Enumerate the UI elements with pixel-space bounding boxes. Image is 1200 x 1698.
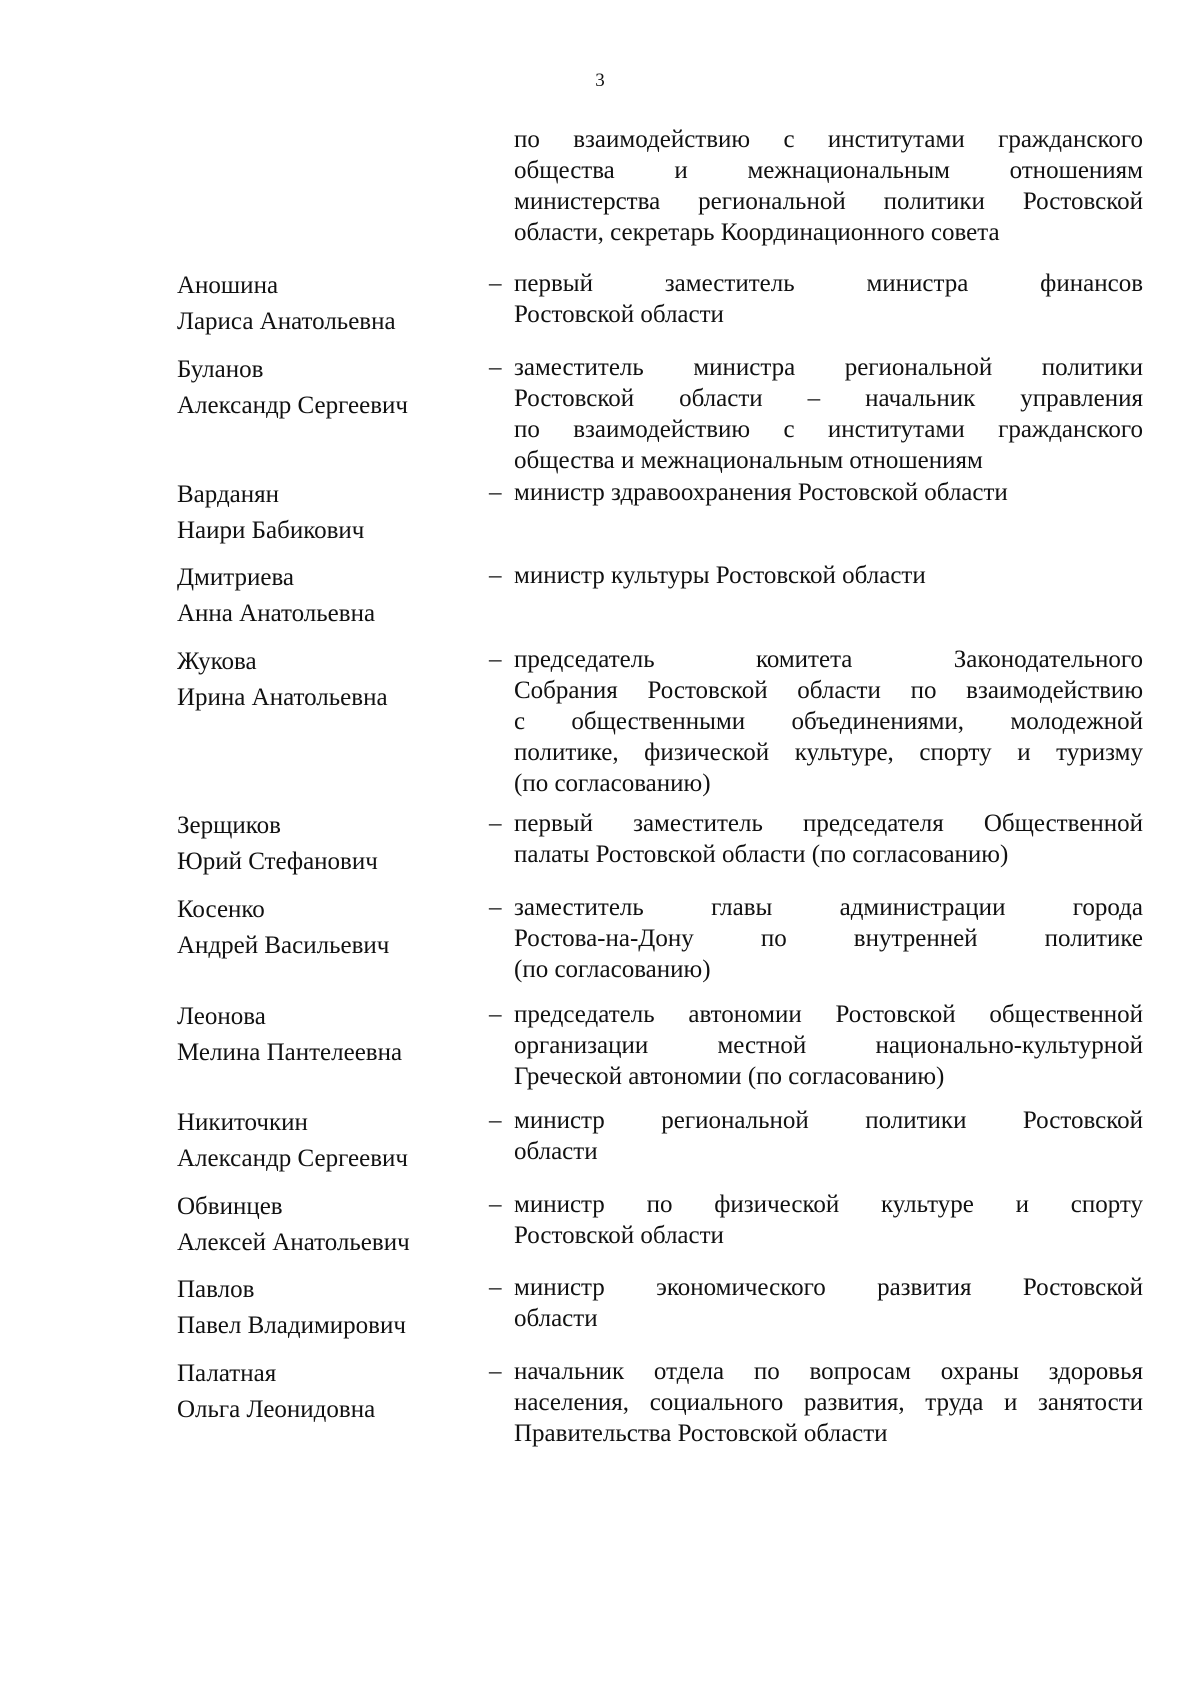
role-line: Греческой автономии (по согласованию) (514, 1063, 945, 1090)
role-line: организации местной национально-культурной (514, 1032, 1143, 1059)
member-name (177, 999, 477, 1071)
member-role (514, 1272, 1143, 1334)
member-name (177, 644, 477, 716)
dash-separator: – (489, 810, 502, 837)
member-surname: Косенко (177, 896, 265, 923)
role-line: Ростовской области (514, 1222, 724, 1249)
role-line: политике, физической культуре, спорту и туризму (514, 739, 1143, 766)
continuation-line: общества и межнациональным отношениям (514, 157, 1143, 184)
member-surname: Аношина (177, 272, 279, 299)
role-line: палаты Ростовской области (по согласованию) (514, 841, 1009, 868)
member-given-names: Александр Сергеевич (177, 1145, 408, 1172)
role-line: (по согласованию) (514, 770, 711, 797)
member-surname: Леонова (177, 1003, 266, 1030)
role-line: начальник отдела по вопросам охраны здоровья (514, 1358, 1143, 1385)
member-given-names: Анна Анатольевна (177, 600, 376, 627)
role-line: (по согласованию) (514, 956, 711, 983)
member-given-names: Юрий Стефанович (177, 848, 378, 875)
member-surname: Никиточкин (177, 1109, 308, 1136)
member-role (514, 1356, 1143, 1449)
member-given-names: Павел Владимирович (177, 1312, 406, 1339)
member-role (514, 477, 1143, 508)
member-surname: Жукова (177, 648, 257, 675)
member-role (514, 892, 1143, 985)
member-given-names: Алексей Анатольевич (177, 1229, 410, 1256)
member-surname: Павлов (177, 1276, 255, 1303)
role-line: председатель автономии Ростовской общественной (514, 1001, 1143, 1028)
member-surname: Палатная (177, 1360, 277, 1387)
member-name (177, 808, 477, 880)
continuation-line: министерства региональной политики Ростовской (514, 188, 1143, 215)
member-given-names: Андрей Васильевич (177, 932, 390, 959)
role-line: области (514, 1138, 598, 1165)
member-given-names: Ирина Анатольевна (177, 684, 388, 711)
page-number: 3 (595, 70, 605, 91)
member-surname: Буланов (177, 356, 264, 383)
member-name (177, 1272, 477, 1344)
role-line: заместитель министра региональной политики (514, 354, 1143, 381)
role-line: Собрания Ростовской области по взаимодействию (514, 677, 1143, 704)
member-given-names: Лариса Анатольевна (177, 308, 396, 335)
member-name (177, 560, 477, 632)
role-line: населения, социального развития, труда и занятости (514, 1389, 1143, 1416)
member-role (514, 1105, 1143, 1167)
role-line: с общественными объединениями, молодежной (514, 708, 1143, 735)
continuation-text (514, 124, 1143, 248)
member-name (177, 1189, 477, 1261)
role-line: общества и межнациональным отношениям (514, 447, 983, 474)
role-line: Ростовской области – начальник управления (514, 385, 1143, 412)
role-line: министр здравоохранения Ростовской области (514, 479, 1008, 506)
dash-separator: – (489, 1191, 502, 1218)
dash-separator: – (489, 1001, 502, 1028)
role-line: области (514, 1305, 598, 1332)
role-line: министр региональной политики Ростовской (514, 1107, 1143, 1134)
role-line: министр культуры Ростовской области (514, 562, 926, 589)
member-role (514, 1189, 1143, 1251)
member-name (177, 268, 477, 340)
role-line: министр по физической культуре и спорту (514, 1191, 1143, 1218)
dash-separator: – (489, 894, 502, 921)
member-name (177, 1356, 477, 1428)
member-role (514, 644, 1143, 799)
role-line: первый заместитель министра финансов (514, 270, 1143, 297)
member-role (514, 352, 1143, 476)
continuation-line: по взаимодействию с институтами гражданского (514, 126, 1143, 153)
role-line: Ростова-на-Дону по внутренней политике (514, 925, 1143, 952)
member-role (514, 808, 1143, 870)
role-line: первый заместитель председателя Общественной (514, 810, 1143, 837)
dash-separator: – (489, 270, 502, 297)
dash-separator: – (489, 1358, 502, 1385)
role-line: заместитель главы администрации города (514, 894, 1143, 921)
role-line: председатель комитета Законодательного (514, 646, 1143, 673)
continuation-line: области, секретарь Координационного совета (514, 219, 1000, 246)
role-line: по взаимодействию с институтами гражданского (514, 416, 1143, 443)
member-name (177, 477, 477, 549)
member-name (177, 352, 477, 424)
dash-separator: – (489, 1107, 502, 1134)
dash-separator: – (489, 354, 502, 381)
dash-separator: – (489, 1274, 502, 1301)
member-given-names: Мелина Пантелеевна (177, 1039, 403, 1066)
dash-separator: – (489, 479, 502, 506)
member-name (177, 892, 477, 964)
dash-separator: – (489, 562, 502, 589)
member-surname: Дмитриева (177, 564, 295, 591)
member-given-names: Александр Сергеевич (177, 392, 408, 419)
member-given-names: Наири Бабикович (177, 517, 365, 544)
member-role (514, 268, 1143, 330)
dash-separator: – (489, 646, 502, 673)
role-line: министр экономического развития Ростовской (514, 1274, 1143, 1301)
member-surname: Обвинцев (177, 1193, 283, 1220)
role-line: Правительства Ростовской области (514, 1420, 888, 1447)
member-given-names: Ольга Леонидовна (177, 1396, 376, 1423)
member-role (514, 999, 1143, 1092)
role-line: Ростовской области (514, 301, 724, 328)
member-surname: Варданян (177, 481, 280, 508)
member-role (514, 560, 1143, 591)
member-surname: Зерщиков (177, 812, 281, 839)
member-name (177, 1105, 477, 1177)
